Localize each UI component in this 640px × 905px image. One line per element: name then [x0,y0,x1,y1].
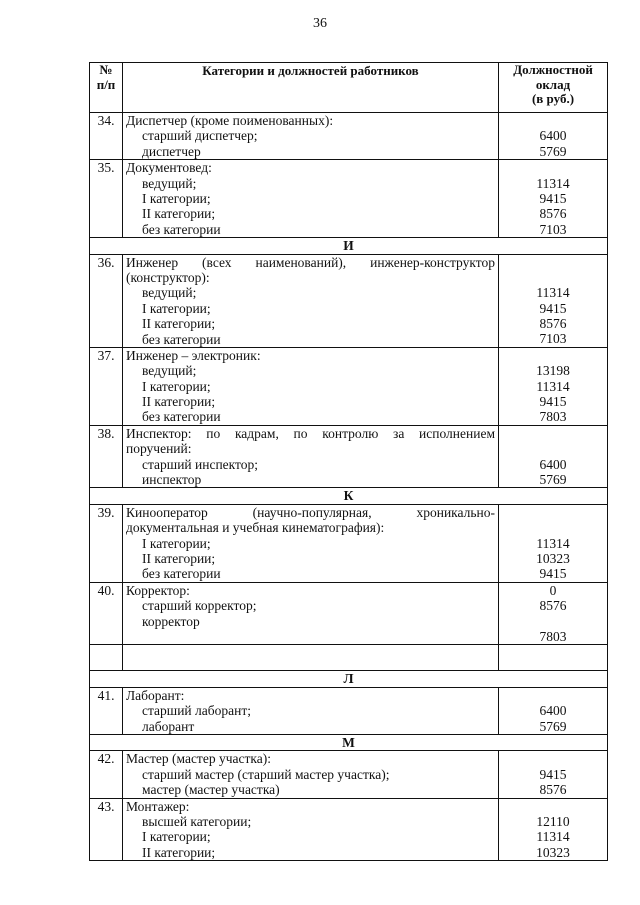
row-item: I категории; [142,190,211,206]
row-number: 37. [90,347,123,425]
salary-value: 11314 [536,535,570,551]
section-letter: Л [90,671,608,687]
header-salary-line1: Должностной [513,62,593,77]
row-number: 38. [90,425,123,488]
salary-value: 7803 [539,409,567,425]
salary-value: 10323 [536,844,570,860]
salary-value: 8576 [539,206,567,222]
row-item: инспектор [142,472,202,488]
row-categories [123,113,499,160]
salary-value: 6400 [539,128,567,144]
row-salaries [499,504,608,582]
table-gap-row [90,645,608,671]
row-title: Диспетчер (кроме поименованных): [126,113,334,128]
salary-value: 8576 [539,782,567,798]
row-categories [123,425,499,488]
row-item: I категории; [142,829,211,845]
salary-value: 5769 [539,472,567,488]
row-item: II категории; [142,551,216,567]
row-item: II категории; [142,844,216,860]
row-item: диспетчер [142,143,201,159]
table-row [90,113,608,160]
row-categories [123,687,499,734]
row-salaries [499,113,608,160]
row-item: II категории; [142,316,216,332]
row-salaries [499,160,608,238]
salary-value: 6400 [539,456,567,472]
row-categories [123,160,499,238]
salary-value: 9415 [539,300,567,316]
salary-value: 0 [549,582,557,598]
section-letter-row [90,671,608,687]
salary-value: 12110 [536,813,570,829]
section-letter-row [90,238,608,254]
row-salaries [499,347,608,425]
row-item: без категории [142,409,221,425]
row-number: 36. [90,254,123,347]
row-categories [123,254,499,347]
section-letter: М [90,734,608,750]
header-category: Категории и должностей работников [123,63,499,113]
table-row [90,347,608,425]
row-title: Мастер (мастер участка): [126,751,271,767]
row-item: I категории; [142,535,211,551]
row-item: корректор [142,613,200,629]
salary-value: 9415 [539,766,567,782]
salary-value: 9415 [539,566,567,582]
row-number: 34. [90,113,123,160]
section-letter: К [90,488,608,504]
row-number: 40. [90,582,123,645]
salary-value: 5769 [539,718,567,734]
salary-value: 8576 [539,316,567,332]
row-title: Документовед: [126,160,212,176]
table-row [90,751,608,798]
salary-value: 11314 [536,829,570,845]
row-item: высшей категории; [142,813,252,829]
row-item: без категории [142,331,221,347]
row-salaries [499,798,608,861]
row-item: старший инспектор; [142,456,259,472]
row-item: ведущий; [142,175,197,191]
row-categories [123,582,499,645]
row-title-continued: (конструктор): [126,269,210,285]
table-row [90,582,608,645]
header-number-line2: п/п [96,76,116,92]
header-salary-line3: (в руб.) [531,91,575,106]
row-categories [123,347,499,425]
salary-value: 10323 [536,551,570,566]
salary-table [89,62,608,861]
row-item: старший мастер (старший мастер участка); [142,766,390,782]
section-letter-row [90,734,608,750]
salary-value: 11314 [536,378,570,394]
row-title-continued: документальная и учебная кинематография): [126,520,385,536]
table-row [90,687,608,734]
row-number: 41. [90,687,123,734]
salary-value: 11314 [536,175,570,191]
table-row [90,160,608,238]
row-item: мастер (мастер участка) [142,782,280,798]
row-title: Кинооператор (научно-популярная, хроникально- [126,504,495,520]
header-salary [499,63,608,113]
row-categories [123,798,499,861]
salary-value: 6400 [539,703,567,719]
section-letter-row [90,488,608,504]
row-salaries [499,254,608,347]
salary-value: 5769 [539,143,567,159]
row-item: старший лаборант; [142,703,251,719]
salary-value: 13198 [536,363,570,379]
row-item: ведущий; [142,363,197,379]
page-number: 36 [313,16,327,31]
row-title: Инспектор: по кадрам, по контролю за исполнением [126,425,495,441]
table-row [90,254,608,347]
row-item: I категории; [142,378,211,394]
row-categories [123,751,499,798]
row-salaries [499,582,608,645]
salary-value: 9415 [539,394,567,410]
salary-value: 9415 [539,190,567,206]
row-salaries [499,687,608,734]
salary-value: 7103 [539,331,567,347]
row-item: без категории [142,566,221,582]
row-title-continued: поручений: [126,441,192,457]
row-item: лаборант [142,718,195,734]
table-row [90,504,608,582]
row-title: Инженер – электроник: [126,347,261,363]
header-number [90,63,123,113]
salary-value: 8576 [539,598,567,614]
header-salary-line2: оклад [535,76,571,92]
row-categories [123,504,499,582]
row-item: II категории; [142,206,216,222]
row-number: 43. [90,798,123,861]
salary-value: 11314 [536,285,570,301]
row-item: ведущий; [142,285,197,301]
row-item: старший диспетчер; [142,128,258,144]
salary-value: 7103 [539,221,567,237]
row-item: I категории; [142,300,211,316]
row-salaries [499,425,608,488]
row-title: Инженер (всех наименований), инженер-конструктор [126,254,495,270]
row-item: старший корректор; [142,598,257,614]
header-number-line1: № [99,62,113,77]
table-header [90,63,608,113]
row-title: Корректор: [126,582,190,598]
row-item: II категории; [142,394,216,410]
row-title: Монтажер: [126,798,190,814]
row-number: 39. [90,504,123,582]
row-item: без категории [142,221,221,237]
row-number: 42. [90,751,123,798]
row-salaries [499,751,608,798]
salary-value: 7803 [539,628,567,644]
table-row [90,425,608,488]
table-row [90,798,608,861]
section-letter: И [90,238,608,254]
row-number: 35. [90,160,123,238]
row-title: Лаборант: [126,687,185,703]
